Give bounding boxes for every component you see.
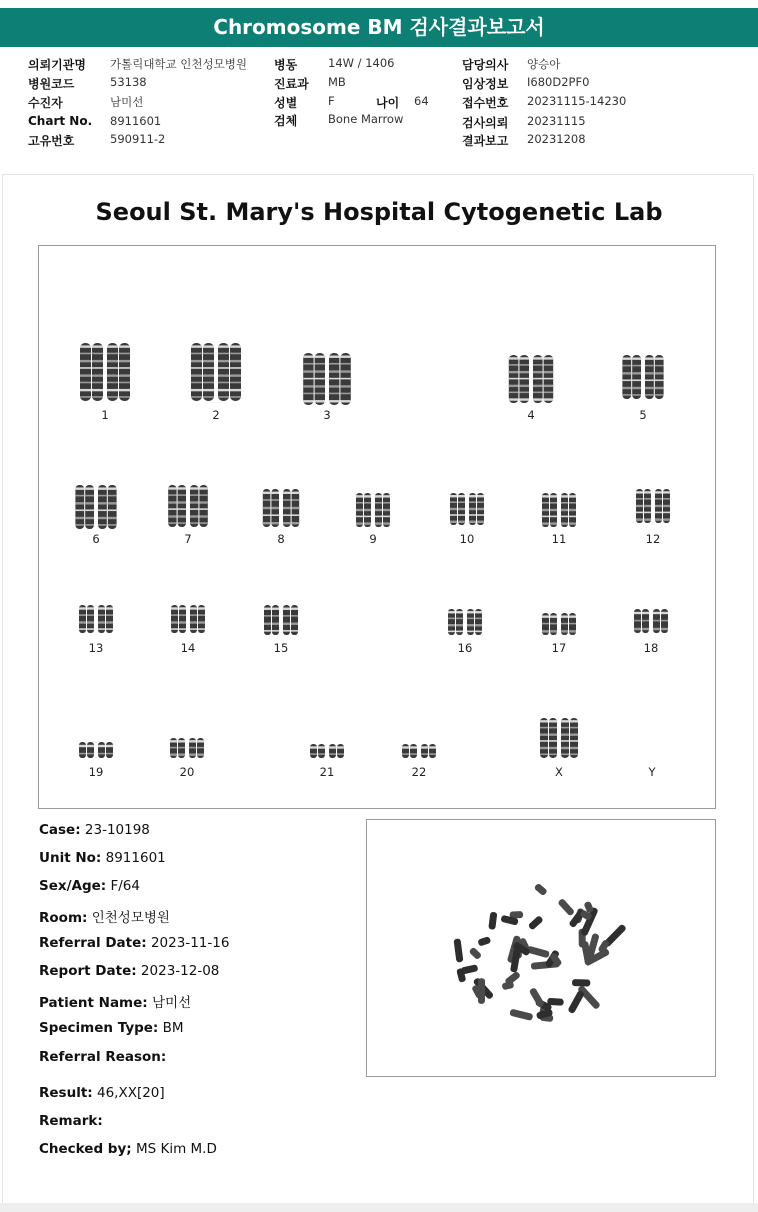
band — [272, 615, 279, 617]
band — [356, 509, 363, 511]
chromosome-pair-Y — [622, 246, 682, 789]
band — [467, 611, 474, 613]
chromatid — [218, 343, 229, 401]
patient-label: 수진자 — [28, 96, 63, 110]
chromosome-20-icon — [157, 736, 217, 760]
band — [509, 392, 519, 394]
band — [509, 371, 519, 373]
unique-label: 고유번호 — [28, 134, 75, 148]
chromosome-label: 14 — [180, 641, 196, 655]
metaphase-spread-icon — [367, 820, 715, 1076]
band — [87, 745, 94, 747]
chromatid — [549, 718, 557, 758]
chromosome-label: 12 — [645, 532, 661, 546]
chromosome-pair-19 — [66, 246, 126, 789]
band — [549, 753, 557, 755]
patient-name-row — [39, 991, 191, 1011]
band — [197, 753, 204, 755]
band — [570, 720, 578, 722]
band — [329, 746, 336, 748]
band — [230, 367, 241, 369]
room-row — [39, 906, 170, 926]
room-label: Room: — [39, 910, 88, 926]
case-row — [39, 822, 150, 838]
band — [230, 374, 241, 376]
band — [570, 733, 578, 735]
room-value: 인천성모병원 — [91, 910, 170, 926]
sexage-label: Sex/Age: — [39, 878, 107, 894]
case-value: 23-10198 — [84, 822, 150, 838]
chromosome-label: 19 — [88, 765, 104, 779]
band — [375, 502, 382, 504]
receipt-value: 20231115-14230 — [527, 94, 627, 108]
band — [549, 733, 557, 735]
chromosome-label: 18 — [643, 641, 659, 655]
band — [410, 753, 417, 755]
band — [272, 630, 279, 632]
referral-reason-row — [39, 1049, 166, 1065]
referral-reason-label: Referral Reason: — [39, 1049, 167, 1065]
report-date-label: Report Date: — [39, 963, 137, 979]
band — [218, 389, 229, 391]
band — [189, 753, 196, 755]
metaphase-chromosome — [453, 938, 463, 962]
clinical-value: I680D2PF0 — [527, 75, 590, 89]
band — [283, 623, 290, 625]
doctor-value: 양승아 — [527, 57, 561, 71]
chromosome-label: 21 — [319, 765, 335, 779]
band — [375, 495, 382, 497]
metaphase-chromosome — [468, 947, 482, 961]
metaphase-chromosome — [572, 979, 590, 986]
band — [230, 382, 241, 384]
band — [218, 360, 229, 362]
band — [540, 733, 548, 735]
band — [356, 502, 363, 504]
band — [448, 631, 455, 633]
band — [448, 611, 455, 613]
test-req-label: 검사의뢰 — [462, 116, 509, 130]
sexage-value: F/64 — [110, 878, 140, 894]
band — [106, 745, 113, 747]
band — [509, 357, 519, 359]
unique-value: 590911-2 — [110, 132, 166, 146]
band — [549, 720, 557, 722]
band — [170, 753, 177, 755]
chromosome-19-icon — [66, 740, 126, 760]
result-label: Result: — [39, 1085, 93, 1101]
band — [98, 753, 105, 755]
chromosome-label: 20 — [179, 765, 195, 779]
band — [264, 623, 271, 625]
band — [410, 746, 417, 748]
band — [230, 360, 241, 362]
band — [519, 371, 529, 373]
chromosome-pair-21 — [297, 246, 357, 789]
referral-date-value: 2023-11-16 — [150, 935, 230, 951]
patient-info-section — [0, 56, 758, 156]
chromosome-label: 5 — [639, 408, 647, 422]
band — [283, 630, 290, 632]
remark-row — [39, 1113, 103, 1129]
chromosome-pair-X — [529, 246, 589, 789]
metaphase-chromosome — [526, 946, 550, 959]
chromatid — [87, 742, 94, 758]
chromatid — [429, 744, 436, 758]
band — [475, 618, 482, 620]
band — [310, 746, 317, 748]
band — [283, 608, 290, 610]
band — [402, 746, 409, 748]
band — [467, 624, 474, 626]
metaphase-chromosome — [528, 915, 544, 931]
band — [87, 753, 94, 755]
band — [519, 378, 529, 380]
unit-label: Unit No: — [39, 850, 102, 866]
result-row — [39, 1085, 165, 1101]
band — [540, 720, 548, 722]
band — [337, 753, 344, 755]
band — [421, 753, 428, 755]
band — [549, 727, 557, 729]
band — [189, 747, 196, 749]
chromosome-label: 22 — [411, 765, 427, 779]
patient-name-label: Patient Name: — [39, 995, 148, 1011]
receipt-label: 접수번호 — [462, 96, 509, 110]
band — [402, 753, 409, 755]
chromatid — [337, 744, 344, 758]
band — [467, 631, 474, 633]
band — [98, 745, 105, 747]
clinical-label: 임상정보 — [462, 77, 509, 91]
band — [561, 753, 569, 755]
band — [178, 747, 185, 749]
unit-row — [39, 850, 166, 866]
chromosome-label: 9 — [369, 532, 377, 546]
band — [79, 745, 86, 747]
age-label: 나이 — [376, 96, 400, 110]
band — [329, 753, 336, 755]
band — [197, 740, 204, 742]
band — [197, 747, 204, 749]
chromosome-label: 16 — [457, 641, 473, 655]
band — [272, 608, 279, 610]
band — [337, 746, 344, 748]
result-report-value: 20231208 — [527, 132, 586, 146]
band — [519, 392, 529, 394]
band — [375, 509, 382, 511]
band — [364, 509, 371, 511]
band — [375, 516, 382, 518]
band — [540, 727, 548, 729]
report-title: Chromosome BM 검사결과보고서 — [213, 15, 545, 39]
specimen-type-row — [39, 1020, 184, 1036]
chromatid — [402, 744, 409, 758]
case-label: Case: — [39, 822, 81, 838]
band — [549, 740, 557, 742]
band — [178, 740, 185, 742]
band — [283, 615, 290, 617]
band — [218, 396, 229, 398]
result-report-label: 결과보고 — [462, 134, 509, 148]
chromosome-label: 15 — [273, 641, 289, 655]
band — [540, 747, 548, 749]
chromatid — [410, 744, 417, 758]
band — [356, 516, 363, 518]
metaphase-chromosome — [477, 936, 491, 947]
hosp-code-label: 병원코드 — [28, 77, 75, 91]
band — [364, 495, 371, 497]
sex-label: 성별 — [274, 96, 298, 110]
karyogram — [38, 245, 716, 809]
metaphase-image — [366, 819, 716, 1077]
chromatid — [421, 744, 428, 758]
band — [509, 385, 519, 387]
chromosome-X-icon — [529, 716, 589, 760]
band — [421, 746, 428, 748]
specimen-type-label: Specimen Type: — [39, 1020, 159, 1036]
unit-value: 8911601 — [105, 850, 166, 866]
patient-name-value: 남미선 — [151, 995, 192, 1011]
hosp-code-value: 53138 — [110, 75, 147, 89]
band — [218, 345, 229, 347]
band — [318, 753, 325, 755]
age-value: 64 — [414, 94, 429, 108]
band — [456, 624, 463, 626]
report-date-value: 2023-12-08 — [140, 963, 220, 979]
band — [561, 720, 569, 722]
test-req-value: 20231115 — [527, 114, 586, 128]
chromosome-label: 13 — [88, 641, 104, 655]
footer-strip — [0, 1203, 758, 1212]
chromosome-label: 2 — [212, 408, 220, 422]
lab-title: Seoul St. Mary's Hospital Cytogenetic Lab — [95, 198, 663, 226]
band — [570, 740, 578, 742]
band — [79, 753, 86, 755]
band — [230, 345, 241, 347]
report-date-row — [39, 963, 219, 979]
band — [475, 631, 482, 633]
band — [264, 615, 271, 617]
patient-value: 남미선 — [110, 95, 144, 109]
band — [519, 385, 529, 387]
chromatid — [329, 744, 336, 758]
chromosome-label: 7 — [184, 532, 192, 546]
ward-label: 병동 — [274, 58, 298, 72]
chromatid — [98, 742, 105, 758]
dept-label: 진료과 — [274, 77, 309, 91]
checked-value: MS Kim M.D — [135, 1141, 217, 1157]
req-inst-value: 가톨릭대학교 인천성모병원 — [110, 57, 247, 71]
chromosome-pair-20 — [157, 246, 217, 789]
chromosome-label: 6 — [92, 532, 100, 546]
band — [364, 502, 371, 504]
chromatid — [106, 742, 113, 758]
referral-date-label: Referral Date: — [39, 935, 147, 951]
band — [218, 367, 229, 369]
chromatid — [230, 343, 241, 401]
doctor-label: 담당의사 — [462, 58, 509, 72]
band — [218, 382, 229, 384]
specimen-value: Bone Marrow — [328, 112, 404, 126]
band — [509, 364, 519, 366]
band — [467, 618, 474, 620]
chromosome-label: Y — [648, 765, 656, 779]
chromosome-label: X — [555, 765, 563, 779]
band — [570, 753, 578, 755]
band — [356, 522, 363, 524]
band — [218, 353, 229, 355]
band — [230, 389, 241, 391]
band — [230, 396, 241, 398]
band — [310, 753, 317, 755]
chromatid — [540, 718, 548, 758]
band — [189, 740, 196, 742]
chromosome-21-icon — [297, 742, 357, 760]
band — [509, 398, 519, 400]
chromosome-label: 11 — [551, 532, 567, 546]
band — [178, 753, 185, 755]
band — [519, 398, 529, 400]
chromatid — [561, 718, 569, 758]
band — [509, 378, 519, 380]
band — [375, 522, 382, 524]
band — [549, 747, 557, 749]
band — [519, 357, 529, 359]
band — [448, 624, 455, 626]
chromatid — [310, 744, 317, 758]
chromosome-pair-22 — [389, 246, 449, 789]
chromatid — [79, 742, 86, 758]
band — [230, 353, 241, 355]
chromosome-label: 1 — [101, 408, 109, 422]
metaphase-chromosome — [460, 964, 478, 974]
metaphase-chromosome — [488, 912, 497, 930]
band — [264, 608, 271, 610]
req-inst-label: 의뢰기관명 — [28, 58, 86, 72]
chromosome-label: 10 — [459, 532, 475, 546]
metaphase-chromosome — [534, 883, 548, 897]
chromosome-label: 3 — [323, 408, 331, 422]
band — [170, 747, 177, 749]
band — [475, 611, 482, 613]
band — [272, 623, 279, 625]
band — [448, 618, 455, 620]
chromosome-label: 17 — [551, 641, 567, 655]
band — [364, 516, 371, 518]
band — [364, 522, 371, 524]
result-value: 46,XX[20] — [96, 1085, 165, 1101]
band — [540, 753, 548, 755]
chromosome-label: 4 — [527, 408, 535, 422]
ward-value: 14W / 1406 — [328, 56, 395, 70]
band — [540, 740, 548, 742]
band — [456, 618, 463, 620]
metaphase-chromosome — [557, 898, 575, 917]
dept-value: MB — [328, 75, 346, 89]
metaphase-chromosome — [547, 998, 564, 1006]
checked-row — [39, 1141, 217, 1157]
chromosome-label: 8 — [277, 532, 285, 546]
metaphase-chromosome — [567, 990, 585, 1014]
checked-label: Checked by; — [39, 1141, 132, 1157]
chromatid — [570, 718, 578, 758]
referral-date-row — [39, 935, 229, 951]
metaphase-chromosome — [509, 1009, 533, 1021]
band — [356, 495, 363, 497]
band — [429, 753, 436, 755]
band — [264, 630, 271, 632]
band — [106, 753, 113, 755]
report-title-bar — [0, 8, 758, 47]
band — [570, 727, 578, 729]
band — [570, 747, 578, 749]
band — [561, 727, 569, 729]
band — [561, 740, 569, 742]
chromosome-22-icon — [389, 742, 449, 760]
band — [429, 746, 436, 748]
specimen-label: 검체 — [274, 114, 298, 128]
band — [318, 746, 325, 748]
specimen-type-value: BM — [162, 1020, 184, 1036]
chart-value: 8911601 — [110, 114, 162, 128]
band — [561, 747, 569, 749]
band — [218, 374, 229, 376]
sexage-row — [39, 878, 140, 894]
band — [475, 624, 482, 626]
chromatid — [318, 744, 325, 758]
remark-label: Remark: — [39, 1113, 103, 1129]
band — [456, 611, 463, 613]
band — [456, 631, 463, 633]
band — [519, 364, 529, 366]
band — [561, 733, 569, 735]
band — [170, 740, 177, 742]
chart-label: Chart No. — [28, 114, 93, 128]
sex-value: F — [328, 94, 335, 108]
